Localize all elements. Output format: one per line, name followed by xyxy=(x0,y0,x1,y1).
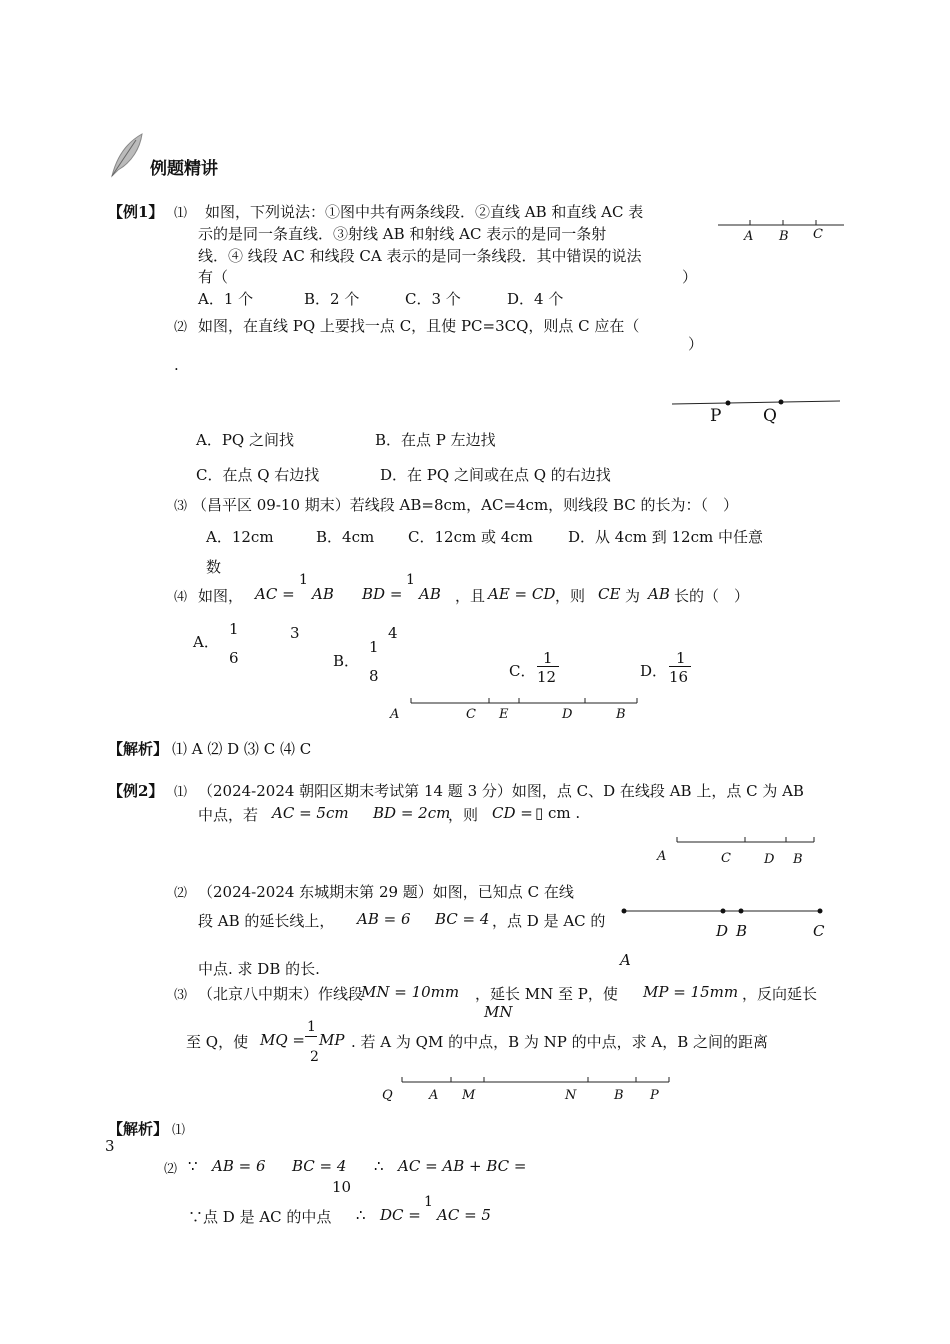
ex2-q2-point-c xyxy=(818,909,823,914)
q2-point-p xyxy=(726,401,731,406)
example-1-tag: 【例1】 xyxy=(108,203,164,221)
q1-line: 示的是同一条直线．③射线 AB 和射线 AC 表示的是同一条射 xyxy=(198,225,607,243)
ex2-q2-line2: 段 AB 的延长线上， xyxy=(198,912,335,930)
ex2-q3-label-n: N xyxy=(565,1088,577,1103)
q4-option-a-num: 1 xyxy=(229,620,239,638)
ex2-q3-mq: MQ = xyxy=(260,1031,305,1049)
answer-2-val1: 3 xyxy=(105,1137,115,1155)
ex2-q2-line1: （2024-2024 东城期末第 29 题）如图，已知点 C 在线 xyxy=(198,883,574,901)
ex2-q1-line1: （2024-2024 朝阳区期末考试第 14 题 3 分）如图，点 C、D 在线段 AB 上，点 C 为 AB xyxy=(198,782,804,800)
q3-option-c: C．12cm 或 4cm xyxy=(408,528,533,546)
answer-2-dc-val: AC = 5 xyxy=(437,1206,491,1224)
ex2-q1-bd: BD = 2cm xyxy=(373,804,451,822)
answer-2-num1: ⑴ xyxy=(172,1123,186,1138)
q2-option-c: C．在点 Q 右边找 xyxy=(196,466,320,484)
q4-text: ，则 xyxy=(555,587,586,605)
q4-option-d-label: D． xyxy=(640,662,668,680)
ex2-q3-mp2: MP xyxy=(319,1031,345,1049)
ex2-q3-figure xyxy=(401,1076,673,1088)
answer-2-ac-val: 10 xyxy=(332,1178,352,1196)
q4-option-b-label: B． xyxy=(333,652,360,670)
ex2-q3-number: ⑶ xyxy=(174,988,188,1003)
q3-option-a: A．12cm xyxy=(206,528,274,546)
answer-2-tag: 【解析】 xyxy=(108,1120,169,1138)
q4-eq1-rhs: AB xyxy=(312,585,334,603)
answer-1-tag: 【解析】 xyxy=(108,740,169,758)
q3-option-b: B．4cm xyxy=(316,528,375,546)
ex2-q3-line1b: ，延长 MN 至 P，使 xyxy=(475,985,618,1003)
answer-2-dc-eq: DC = xyxy=(380,1206,421,1224)
ex2-q2-label-c: C xyxy=(813,922,825,940)
ex2-q2-label-b: B xyxy=(736,922,748,940)
q4-option-c-bar xyxy=(537,666,559,667)
q4-number: ⑷ xyxy=(174,590,188,605)
ex2-q1-ac: AC = 5cm xyxy=(272,804,349,822)
q4-ce: CE xyxy=(598,585,621,603)
q4-eq2-rhs: AB xyxy=(419,585,441,603)
answer-2-bc: BC = 4 xyxy=(292,1157,347,1175)
q4-eq2-num: 1 xyxy=(406,572,415,588)
q1-line: 有（ xyxy=(198,268,229,286)
ex2-q3-line1c: ，反向延长 xyxy=(742,985,818,1003)
q2-close: ） xyxy=(688,335,704,353)
q4-figure xyxy=(410,697,640,709)
q1-label-a: A xyxy=(744,229,754,244)
q2-point-q xyxy=(779,400,784,405)
ex2-q3-line2b: . 若 A 为 QM 的中点，B 为 NP 的中点，求 A，B 之间的距离 xyxy=(351,1033,769,1051)
q4-text: 长的（ ） xyxy=(674,587,750,605)
example-2-tag: 【例2】 xyxy=(108,782,164,800)
ex2-q1-label-a: A xyxy=(657,849,667,864)
ex2-q2-bc: BC = 4 xyxy=(435,910,490,928)
ex2-q1-line2: 中点，若 xyxy=(198,806,259,824)
ex2-q2-point-b xyxy=(739,909,744,914)
q3-option-d: D．从 4cm 到 12cm 中任意 xyxy=(568,528,763,546)
ex2-q3-line1: （北京八中期末）作线段 xyxy=(198,985,364,1003)
q4-option-d-bar xyxy=(669,666,691,667)
q3-number: ⑶ xyxy=(174,499,188,514)
q4-option-d-num: 1 xyxy=(676,649,686,667)
q3-option-tail: 数 xyxy=(206,558,222,576)
q4-option-c-den: 12 xyxy=(537,668,557,686)
q4-label-c: C xyxy=(466,707,476,722)
ex2-q2-line2b: ，点 D 是 AC 的 xyxy=(492,912,606,930)
ex2-q3-label-p: P xyxy=(650,1088,659,1103)
q1-line: 线．④ 线段 AC 和线段 CA 表示的是同一条线段．其中错误的说法 xyxy=(198,247,642,265)
answer-2-ab: AB = 6 xyxy=(212,1157,266,1175)
q2-option-b: B．在点 P 左边找 xyxy=(375,431,496,449)
answer-1-text: ⑴ A ⑵ D ⑶ C ⑷ C xyxy=(172,740,312,758)
ex2-q2-label-d: D xyxy=(716,922,729,940)
ex2-q1-label-c: C xyxy=(721,851,731,866)
q4-stray-4: 4 xyxy=(388,624,398,642)
answer-2-therefore: ∴ xyxy=(374,1157,384,1175)
q4-option-c-label: C． xyxy=(509,662,536,680)
ex2-q1-cd: CD = xyxy=(492,804,533,822)
ex2-q1-unit: cm . xyxy=(548,804,581,822)
q1-line: 如图，下列说法：①图中共有两条线段．②直线 AB 和直线 AC 表 xyxy=(205,203,644,221)
q2-label-p: P xyxy=(710,406,722,426)
q2-figure-line xyxy=(672,401,840,404)
q4-option-a-label: A． xyxy=(193,633,219,651)
q2-label-q: Q xyxy=(763,406,777,426)
q4-eq1-lhs: AC = xyxy=(255,585,295,603)
q2-option-d: D．在 PQ 之间或在点 Q 的右边找 xyxy=(380,466,611,484)
q1-option-a: A．1 个 xyxy=(198,290,254,308)
answer-2-therefore2: ∴ xyxy=(356,1206,366,1224)
q4-option-b-den: 8 xyxy=(369,667,379,685)
q4-label-b: B xyxy=(616,707,626,722)
feather-icon xyxy=(106,130,146,178)
q4-text: ，且 xyxy=(455,587,486,605)
q4-condition: AE = CD xyxy=(488,585,556,603)
q1-label-b: B xyxy=(779,229,789,244)
answer-2-ac-eq: AC = AB + BC = xyxy=(398,1157,527,1175)
answer-2-num2: ⑵ xyxy=(164,1162,178,1177)
ex2-q3-line2: 至 Q，使 xyxy=(186,1033,249,1051)
q4-option-a-den: 6 xyxy=(229,649,239,667)
ex2-q2-ab: AB = 6 xyxy=(357,910,411,928)
ex2-q3-label-a: A xyxy=(429,1088,439,1103)
q4-option-b-num: 1 xyxy=(369,638,379,656)
ex2-q2-point-d xyxy=(721,909,726,914)
ex2-q1-label-d: D xyxy=(764,852,775,867)
ex2-q3-mn-label: MN xyxy=(484,1003,513,1021)
q4-text: 为 xyxy=(625,587,641,605)
q1-label-c: C xyxy=(813,227,823,242)
ex2-q3-label-b: B xyxy=(614,1088,624,1103)
q1-option-d: D．4 个 xyxy=(507,290,564,308)
answer-2-frac-num: 1 xyxy=(424,1194,433,1210)
ex2-q2-point-a xyxy=(622,909,627,914)
section-title: 例题精讲 xyxy=(150,159,218,178)
q2-figure xyxy=(672,396,844,410)
ex2-q1-label-b: B xyxy=(793,852,803,867)
q1-option-b: B．2 个 xyxy=(304,290,360,308)
ex2-q3-mp: MP = 15mm xyxy=(643,983,739,1001)
answer-2-step2: ∵点 D 是 AC 的中点 xyxy=(188,1208,332,1226)
ex2-q3-label-m: M xyxy=(462,1088,476,1103)
q4-label-e: E xyxy=(499,707,509,722)
ex2-q1-number: ⑴ xyxy=(174,785,188,800)
q4-text: 如图， xyxy=(198,587,244,605)
q1-close: ） xyxy=(682,268,698,286)
q4-stray-3: 3 xyxy=(290,624,300,642)
q1-option-c: C．3 个 xyxy=(405,290,461,308)
answer-2-because: ∵ xyxy=(188,1157,198,1175)
q4-ab: AB xyxy=(648,585,670,603)
q2-number: ⑵ xyxy=(174,320,188,335)
ex2-q1-figure xyxy=(676,835,818,847)
q4-option-c-num: 1 xyxy=(543,649,553,667)
ex2-q3-mn: MN = 10mm xyxy=(361,983,460,1001)
q4-label-a: A xyxy=(390,707,400,722)
ex2-q3-frac-num: 1 xyxy=(307,1019,316,1035)
q3-text: （昌平区 09-10 期末）若线段 AB=8cm，AC=4cm，则线段 BC 的长为：（ ） xyxy=(192,496,739,514)
ex2-q3-frac-den: 2 xyxy=(310,1049,319,1065)
q4-eq2-lhs: BD = xyxy=(362,585,403,603)
ex2-q2-line3: 中点. 求 DB 的长. xyxy=(198,960,320,978)
ex2-q2-number: ⑵ xyxy=(174,886,188,901)
ex2-q3-label-q: Q xyxy=(382,1088,393,1103)
ex2-q1-blank: ▯ xyxy=(535,804,544,822)
ex2-q1-line2b: ，则 xyxy=(448,806,479,824)
q4-eq1-num: 1 xyxy=(299,572,308,588)
ex2-q2-figure xyxy=(620,905,826,917)
q4-option-d-den: 16 xyxy=(669,668,689,686)
ex2-q3-frac-bar xyxy=(305,1036,317,1037)
q2-option-a: A．PQ 之间找 xyxy=(196,431,294,449)
q4-label-d: D xyxy=(562,707,573,722)
q2-dot: . xyxy=(174,356,179,374)
q1-number: ⑴ xyxy=(174,206,188,221)
ex2-q2-label-a: A xyxy=(620,951,631,969)
q2-text: 如图，在直线 PQ 上要找一点 C，且使 PC=3CQ，则点 C 应在（ xyxy=(198,317,640,335)
